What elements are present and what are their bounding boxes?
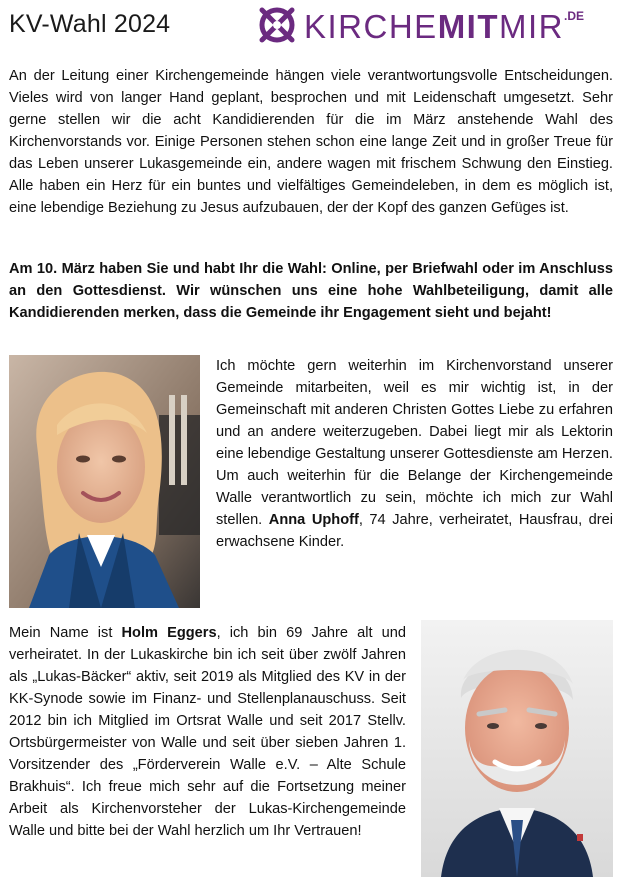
vote-note-paragraph: Am 10. März haben Sie und habt Ihr die Wahl: Online, per Briefwahl oder im Anschluss an den Gottesdienst. Wir wünschen uns eine hohe Wahlbeteiligung, damit alle Kandidierenden merken, dass die Gemeinde ihr Engagement sieht und bejaht!	[9, 261, 613, 321]
candidate-name-holm: Holm Eggers	[121, 625, 217, 641]
candidate-text-holm	[9, 622, 406, 842]
candidate-text-anna-details: , 74 Jahre, verheiratet, Hausfrau, drei erwachsene Kinder.	[216, 512, 614, 550]
logo-text-mir: MIR	[499, 8, 565, 45]
candidate-name-anna: Anna Uphoff	[268, 512, 359, 528]
candidate-text-holm-intro: Mein Name ist	[9, 625, 122, 641]
page-title: KV-Wahl 2024	[9, 10, 171, 38]
page-header	[0, 0, 628, 52]
cross-circle-logo-icon	[258, 6, 296, 44]
kirchemitmir-logo	[258, 6, 622, 46]
intro-paragraph: An der Leitung einer Kirchengemeinde hängen viele verantwortungsvolle Entscheidungen. Vieles wird von langer Hand geplant, besprochen und mit Leidenschaft umgesetzt. Sehr gerne stellen wir die acht Kandidierenden für die im März anstehende Wahl des Kirchenvorstands vor. Einige Personen stehen schon eine lange Zeit und in großer Treue für das Leben unserer Lukasgemeinde ein, andere wagen mit frischem Schwung den Einstieg. Alle haben ein Herz für ein buntes und vielfältiges Gemeindeleben, in dem es möglich ist, eine lebendige Beziehung zu Jesus aufzubauen, der der Kopf des ganzen Gefüges ist.	[9, 68, 613, 216]
logo-text-mit: MIT	[437, 8, 500, 45]
logo-text-domain: .DE	[564, 9, 585, 23]
candidate-text-anna	[216, 355, 613, 553]
logo-wordmark	[304, 8, 584, 46]
logo-text-kirche: KIRCHE	[304, 8, 438, 45]
candidate-photo-holm	[421, 620, 613, 877]
candidate-text-anna-intro: Ich möchte gern weiterhin im Kirchenvorstand unserer Gemeinde mitarbeiten, weil es mir wichtig ist, in der Gemeinschaft mit anderen Christen Gottes Liebe zu erfahren und an andere weiterzugeben. Dabei liegt mir als Lektorin eine lebendige Gestaltung unserer Gottesdienste am Herzen. Um auch weiterhin für die Belange der Kirchengemeinde Walle verantwortlich zu sein, möchte ich mich zur Wahl stellen.	[216, 358, 613, 528]
candidate-text-holm-details: , ich bin 69 Jahre alt und verheiratet. In der Lukaskirche bin ich seit über zwölf Jahren als „Lukas-Bäcker“ aktiv, seit 2019 als Mitglied des KV in der KK-Synode sowie im Finanz- und Stellenplanauschuss. Seit 2012 bin ich Mitglied im Ortsrat Walle und seit 2017 Stellv. Ortsbürgermeister von Walle und seit über sieben Jahren 1. Vorsitzender des „Förderverein Walle e.V. – Alte Schule Brakhuis“. Ich freue mich sehr auf die Fortsetzung meiner Arbeit als Kirchenvorsteher der Lukas-Kirchengemeinde Walle und bitte bei der Wahl herzlich um Ihr Vertrauen!	[9, 625, 406, 839]
candidate-photo-anna	[9, 355, 200, 608]
